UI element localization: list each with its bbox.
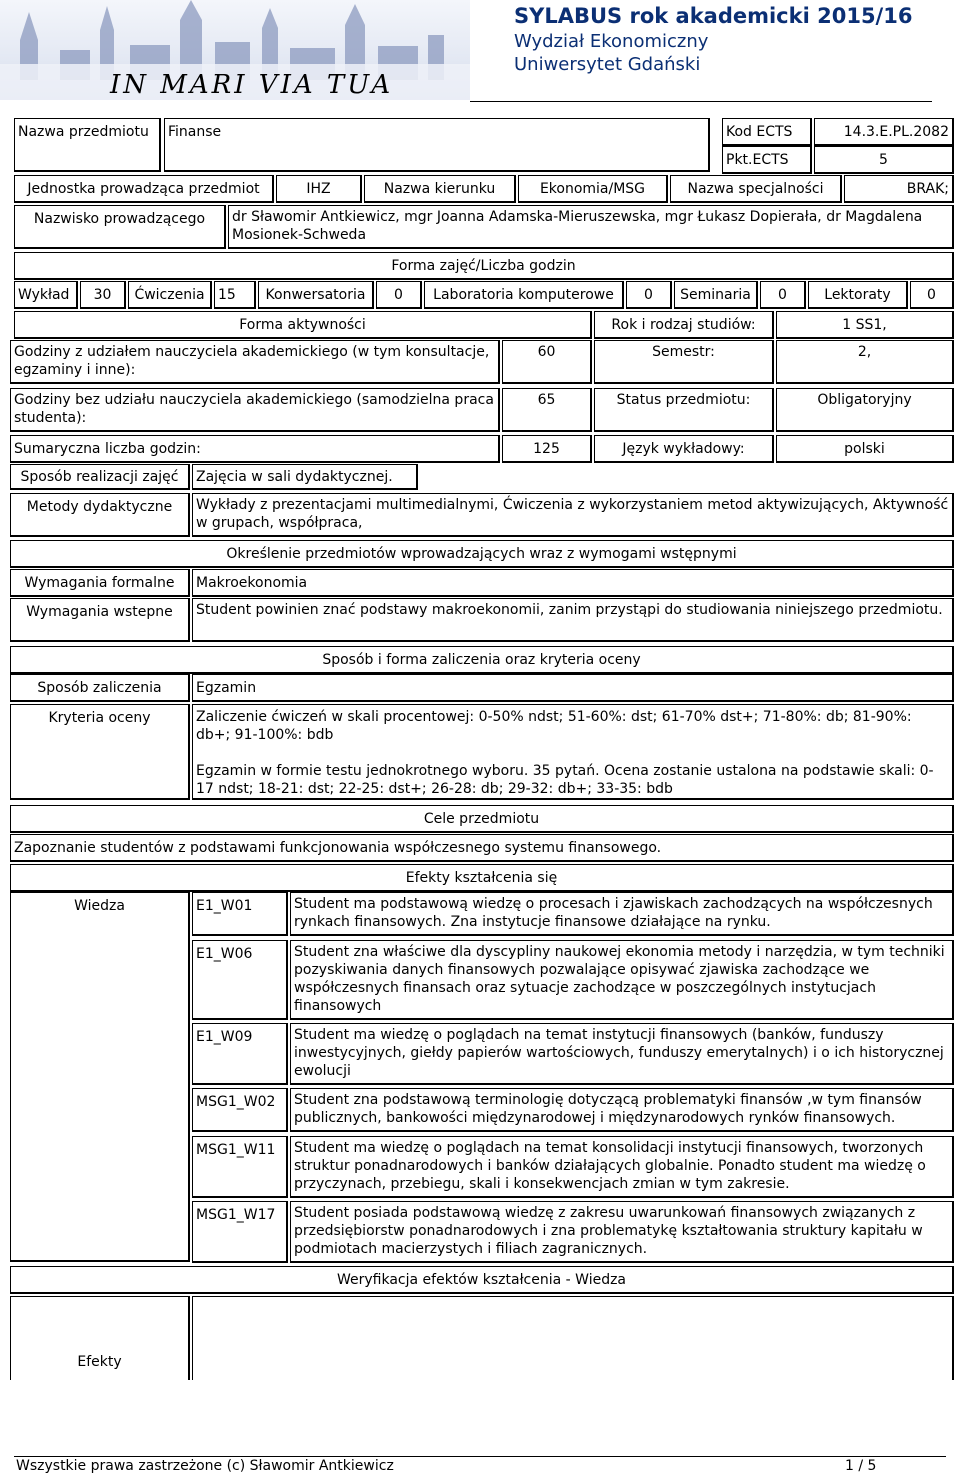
outcomes-category-knowledge: Wiedza [10, 892, 190, 1262]
ects-code-value: 14.3.E.PL.2082 [814, 118, 954, 146]
faculty-name: Wydział Ekonomiczny [514, 31, 709, 52]
outcome-code: E1_W09 [192, 1023, 288, 1085]
study-year-value: 1 SS1, [776, 311, 954, 339]
realization-mode-value: Zajęcia w sali dydaktycznej. [192, 464, 418, 490]
assessment-method-label: Sposób zaliczenia [10, 674, 190, 702]
motto-text: IN MARI VIA TUA [110, 70, 394, 100]
conversatoria-hours: 0 [376, 281, 422, 309]
initial-requirements-value: Student powinien znać podstawy makroekonomii, zanim przystąpi do studiowania niniejszego przedmiotu. [192, 598, 954, 642]
assessment-method-value: Egzamin [192, 674, 954, 702]
outcome-code: MSG1_W17 [192, 1201, 288, 1263]
total-hours-label: Sumaryczna liczba godzin: [10, 435, 500, 463]
realization-mode-label: Sposób realizacji zajęć [10, 464, 190, 490]
computer-labs-label: Laboratoria komputerowe [424, 281, 624, 309]
formal-requirements-value: Makroekonomia [192, 569, 954, 597]
outcome-description: Student ma wiedzę o poglądach na temat konsolidacji instytucji finansowych, tworzonych struktur ponadnarodowych i banków działających globalnie. Ponadto student ma wiedzę o przyczynach, przebiegu, skali i konsekwencjach zmian w tym zakresie. [290, 1136, 954, 1198]
grading-criteria-label: Kryteria oceny [10, 704, 190, 800]
verification-effects-label: Efekty [10, 1296, 190, 1380]
class-forms-heading: Forma zajęć/Liczba godzin [14, 252, 954, 280]
course-name-label: Nazwa przedmiotu [14, 118, 161, 172]
exercises-criteria-text: Zaliczenie ćwiczeń w skali procentowej: 0-50% ndst; 51-60%: dst; 61-70% dst+; 71-80%: db; 81-90%: db+; 91-100%: bdb [196, 709, 912, 743]
university-banner [0, 0, 470, 100]
verification-heading: Weryfikacja efektów kształcenia - Wiedza [10, 1266, 954, 1294]
exercises-label: Ćwiczenia [128, 281, 212, 309]
self-study-hours-value: 65 [502, 388, 592, 432]
outcome-description: Student posiada podstawową wiedzę z zakresu uwarunkowań finansowych związanych z przedsiębiorstw ponadnarodowych i zna problematykę kształtowania struktury kapitału w podmiotach macierzystych i filiach zagranicznych. [290, 1201, 954, 1263]
conversatoria-label: Konwersatoria [258, 281, 374, 309]
activity-heading: Forma aktywności [14, 311, 592, 339]
computer-labs-hours: 0 [626, 281, 672, 309]
seminars-hours: 0 [760, 281, 806, 309]
unit-label: Jednostka prowadząca przedmiot [14, 175, 274, 203]
course-status-value: Obligatoryjny [776, 388, 954, 432]
grading-criteria-value [192, 704, 954, 800]
field-value: Ekonomia/MSG [518, 175, 668, 203]
outcome-description: Student ma wiedzę o poglądach na temat instytucji finansowych (banków, funduszy inwestycyjnych, giełdy papierów wartościowych, funduszy emerytalnych) i o ich historycznej ewolucji [290, 1023, 954, 1085]
outcomes-heading: Efekty kształcenia się [10, 864, 954, 892]
ects-points-label: Pkt.ECTS [722, 146, 812, 174]
outcome-description: Student zna właściwe dla dyscypliny naukowej ekonomia metody i narzędzia, w tym techniki pozyskiwania danych finansowych pozwalające opisywać zjawiska zachodzące we współczesnych finansach oraz sytuacje zachodzące w poszczególnych instytucjach finansowych [290, 940, 954, 1020]
header-divider [470, 101, 932, 102]
self-study-hours-label: Godziny bez udziału nauczyciela akademickiego (samodzielna praca studenta): [10, 388, 500, 432]
footer-copyright: Wszystkie prawa zastrzeżone (c) Sławomir Antkiewicz [16, 1458, 394, 1474]
specialization-label: Nazwa specjalności [670, 175, 842, 203]
exercises-hours: 15 [214, 281, 256, 309]
prerequisites-heading: Określenie przedmiotów wprowadzających wraz z wymogami wstępnymi [10, 540, 954, 568]
language-courses-label: Lektoraty [808, 281, 908, 309]
page-number: 1 / 5 [845, 1458, 877, 1474]
outcome-code: MSG1_W02 [192, 1088, 288, 1132]
initial-requirements-label: Wymagania wstepne [10, 598, 190, 642]
semester-label: Semestr: [594, 340, 774, 384]
seminars-label: Seminaria [674, 281, 758, 309]
contact-hours-value: 60 [502, 340, 592, 384]
lecture-label: Wykład [14, 281, 78, 309]
specialization-value: BRAK; [844, 175, 954, 203]
outcome-code: MSG1_W11 [192, 1136, 288, 1198]
semester-value: 2, [776, 340, 954, 384]
course-status-label: Status przedmiotu: [594, 388, 774, 432]
ects-points-value: 5 [814, 146, 954, 174]
course-name-value: Finanse [164, 118, 710, 172]
unit-value: IHZ [276, 175, 362, 203]
lecture-language-label: Język wykładowy: [594, 435, 774, 463]
lecturer-value: dr Sławomir Antkiewicz, mgr Joanna Adamska-Mieruszewska, mgr Łukasz Dopierała, dr Magdalena Mosionek-Schweda [228, 205, 954, 249]
field-label: Nazwa kierunku [364, 175, 516, 203]
formal-requirements-label: Wymagania formalne [10, 569, 190, 597]
teaching-methods-value: Wykłady z prezentacjami multimedialnymi, Ćwiczenia z wykorzystaniem metod aktywizujących, Aktywność w grupach, współpraca, [192, 493, 954, 537]
exam-criteria-text: Egzamin w formie testu jednokrotnego wyboru. 35 pytań. Ocena zostanie ustalona na podstawie skali: 0-17 ndst; 18-21: dst; 22-25: dst+; 26-28: db; 29-32: db+; 33-35: bdb [196, 763, 934, 797]
university-name: Uniwersytet Gdański [514, 54, 701, 75]
outcome-description: Student zna podstawową terminologię dotyczącą problematyki finansów ,w tym finansów publicznych, bankowości międzynarodowej i międzynarodowych rynków finansowych. [290, 1088, 954, 1132]
goals-text: Zapoznanie studentów z podstawami funkcjonowania współczesnego systemu finansowego. [10, 834, 954, 862]
outcome-description: Student ma podstawową wiedzę o procesach i zjawiskach zachodzących na współczesnych rynkach finansowych. Zna instytucje finansowe działające na rynku. [290, 892, 954, 936]
syllabus-title: SYLABUS rok akademicki 2015/16 [514, 4, 913, 28]
outcome-code: E1_W01 [192, 892, 288, 936]
verification-effects-cell [192, 1296, 954, 1380]
lecture-language-value: polski [776, 435, 954, 463]
footer-divider [14, 1456, 946, 1457]
contact-hours-label: Godziny z udziałem nauczyciela akademickiego (w tym konsultacje, egzaminy i inne): [10, 340, 500, 384]
lecturer-label: Nazwisko prowadzącego [14, 205, 226, 249]
total-hours-value: 125 [502, 435, 592, 463]
study-year-label: Rok i rodzaj studiów: [594, 311, 774, 339]
teaching-methods-label: Metody dydaktyczne [10, 493, 190, 537]
language-courses-hours: 0 [910, 281, 954, 309]
ects-code-label: Kod ECTS [722, 118, 812, 146]
outcome-code: E1_W06 [192, 940, 288, 1020]
gdansk-skyline-image [0, 0, 470, 100]
lecture-hours: 30 [80, 281, 126, 309]
goals-heading: Cele przedmiotu [10, 805, 954, 833]
assessment-heading: Sposób i forma zaliczenia oraz kryteria oceny [10, 646, 954, 674]
